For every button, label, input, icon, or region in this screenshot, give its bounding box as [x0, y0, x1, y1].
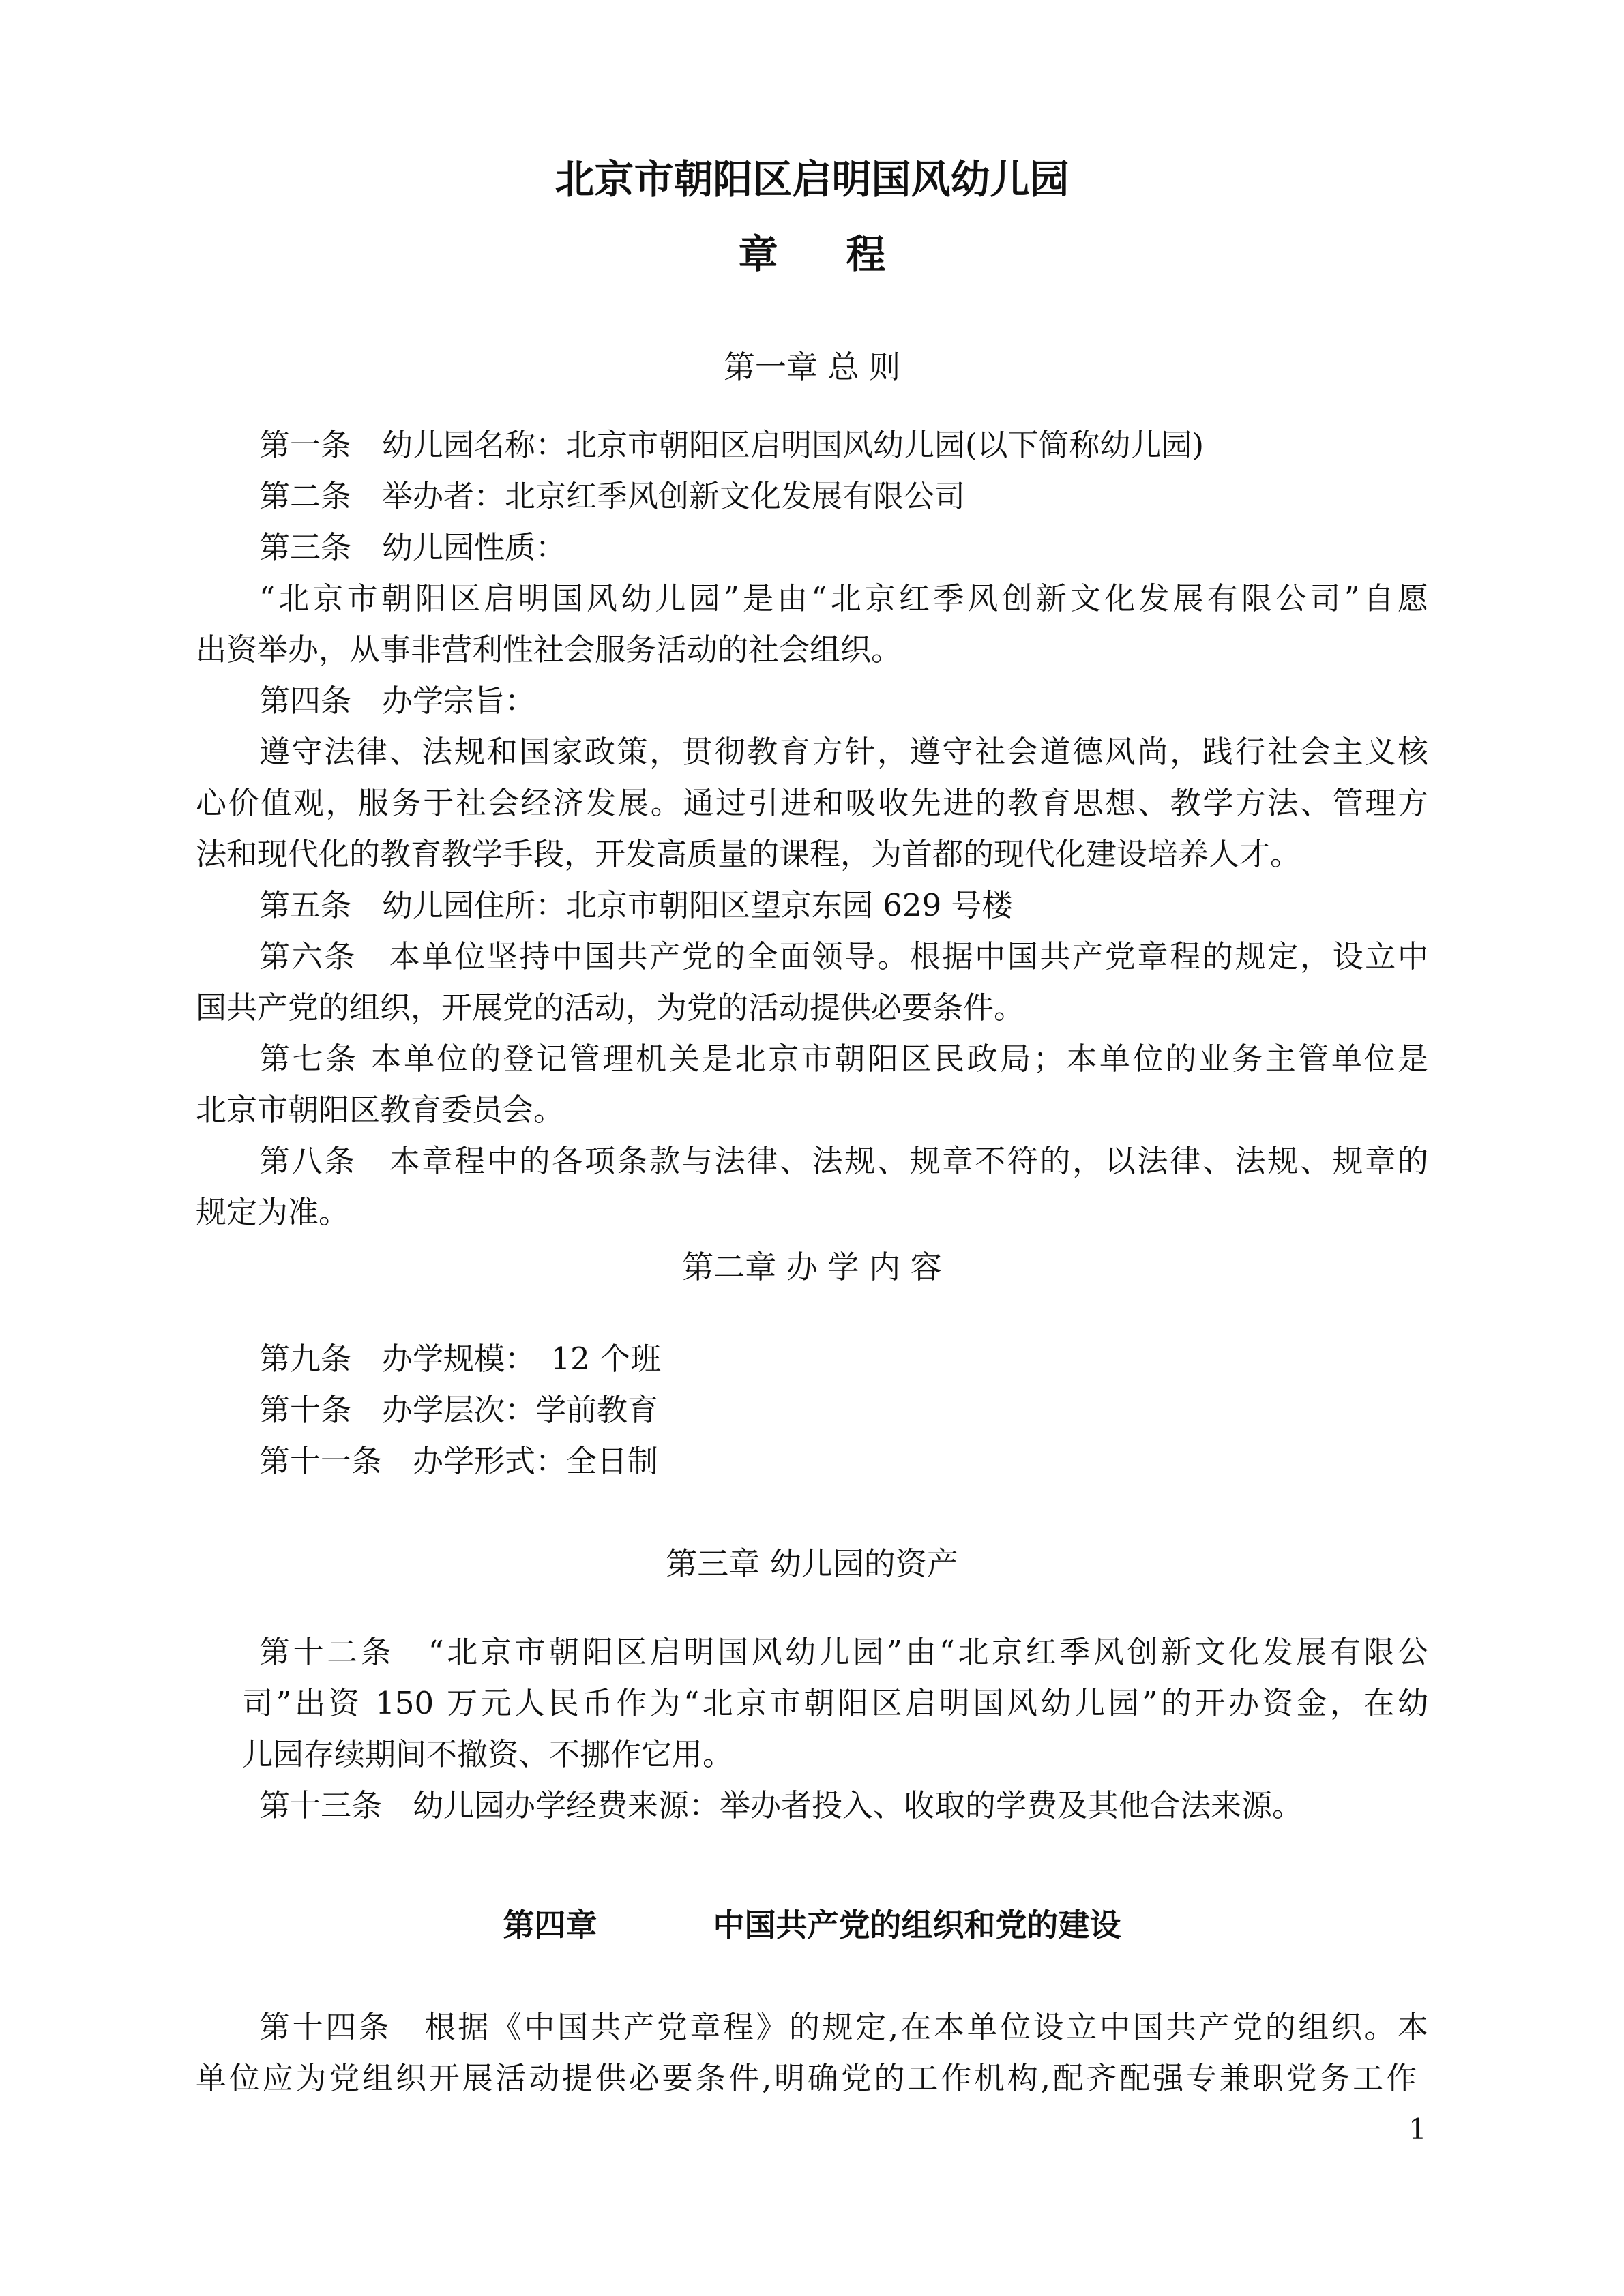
article-6-line-2: 国共产党的组织，开展党的活动，为党的活动提供必要条件。	[196, 989, 1025, 1026]
chapter-4-heading	[0, 1905, 1624, 1945]
article-14-line-2: 单位应为党组织开展活动提供必要条件,明确党的工作机构,配齐配强专兼职党务工作	[196, 2060, 1417, 2096]
document-title: 北京市朝阳区启明国风幼儿园	[555, 156, 1069, 203]
chapter-2-heading: 第二章 办 学 内 容	[682, 1249, 942, 1285]
article-12-line-3: 儿园存续期间不撤资、不挪作它用。	[242, 1736, 734, 1772]
article-13: 第十三条 幼儿园办学经费来源：举办者投入、收取的学费及其他合法来源。	[259, 1787, 1303, 1823]
document-subtitle	[0, 230, 1624, 278]
chapter-4-title: 中国共产党的组织和党的建设	[713, 1907, 1121, 1943]
article-4-body-line-1: 遵守法律、法规和国家政策，贯彻教育方针，遵守社会道德风尚，践行社会主义核	[259, 734, 1428, 770]
chapter-3-heading: 第三章 幼儿园的资产	[666, 1545, 958, 1582]
article-3-body-line-1: “北京市朝阳区启明国风幼儿园”是由“北京红季风创新文化发展有限公司”自愿	[259, 580, 1428, 616]
article-8-line-2: 规定为准。	[196, 1194, 350, 1230]
article-9: 第九条 办学规模： 12 个班	[259, 1341, 662, 1377]
article-14-line-1: 第十四条 根据《中国共产党章程》的规定,在本单位设立中国共产党的组织。本	[259, 2009, 1428, 2045]
article-7-line-2: 北京市朝阳区教育委员会。	[196, 1092, 565, 1128]
article-1: 第一条 幼儿园名称：北京市朝阳区启明国风幼儿园(以下简称幼儿园)	[259, 427, 1205, 463]
article-6-line-1: 第六条 本单位坚持中国共产党的全面领导。根据中国共产党章程的规定，设立中	[259, 938, 1428, 974]
chapter-4-number: 第四章	[503, 1907, 597, 1943]
article-3: 第三条 幼儿园性质：	[259, 529, 567, 565]
article-11: 第十一条 办学形式：全日制	[259, 1443, 659, 1479]
article-12-line-2: 司”出资 150 万元人民币作为“北京市朝阳区启明国风幼儿园”的开办资金，在幼	[242, 1685, 1428, 1721]
article-10: 第十条 办学层次：学前教育	[259, 1392, 659, 1428]
article-4: 第四条 办学宗旨：	[259, 683, 536, 719]
chapter-1-heading: 第一章 总 则	[723, 348, 901, 385]
article-2: 第二条 举办者：北京红季风创新文化发展有限公司	[259, 478, 966, 514]
article-3-body-line-2: 出资举办，从事非营利性社会服务活动的社会组织。	[196, 631, 902, 668]
document-subtitle-text: 章程	[738, 231, 954, 278]
article-5: 第五条 幼儿园住所：北京市朝阳区望京东园 629 号楼	[259, 887, 1013, 923]
article-4-body-line-2: 心价值观，服务于社会经济发展。通过引进和吸收先进的教育思想、教学方法、管理方	[196, 785, 1428, 821]
article-4-body-line-3: 法和现代化的教育教学手段，开发高质量的课程，为首都的现代化建设培养人才。	[196, 836, 1301, 872]
article-12-line-1: 第十二条 “北京市朝阳区启明国风幼儿园”由“北京红季风创新文化发展有限公	[259, 1634, 1428, 1670]
article-8-line-1: 第八条 本章程中的各项条款与法律、法规、规章不符的，以法律、法规、规章的	[259, 1143, 1428, 1179]
article-7-line-1: 第七条 本单位的登记管理机关是北京市朝阳区民政局；本单位的业务主管单位是	[259, 1041, 1428, 1077]
page-number: 1	[1408, 2113, 1427, 2146]
